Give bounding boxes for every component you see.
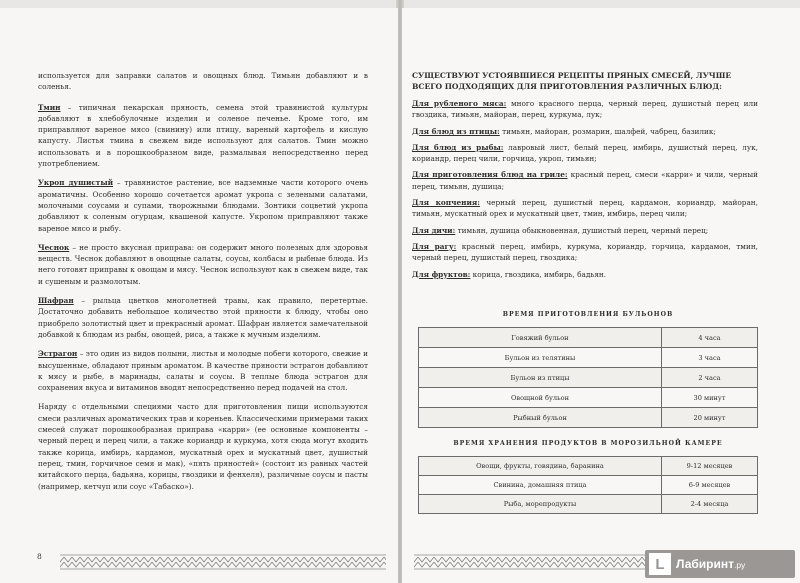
recipe-item [412,269,758,280]
recipe-text: тимьян, майоран, розмарин, шалфей, чабрец, базилик; [499,126,716,136]
table-cell: 9-12 месяцев [662,457,758,476]
term-ukrop: Укроп душистый [38,178,114,188]
right-page [402,8,800,583]
recipe-label: Для блюд из птицы: [412,126,500,136]
labirint-logo-icon: L [649,553,671,575]
recipe-label: Для приготовления блюд на гриле: [412,170,568,180]
recipe-text: много красного перца, черный перец, душистый перец или гвоздика, тимьян, майоран, перец, куркума, лук; [412,99,758,120]
table-cell: 30 минут [662,388,758,408]
recipe-item [412,169,758,192]
recipe-label: Для фруктов: [412,269,471,279]
table-row [419,476,758,495]
paragraph-mixes [38,401,368,491]
table-cell: 3 часа [662,348,758,368]
recipe-label: Для рубленого мяса: [412,99,507,108]
paragraph-chesnok [38,242,368,287]
page-number-left: 8 [37,552,42,561]
left-page-text [38,70,368,500]
broth-time-table-block [418,311,758,428]
broth-time-table [418,327,758,428]
paragraph-ukrop [38,177,368,233]
table-row [419,457,758,476]
paragraph-text: – это один из видов полыни, листья и молодые побеги которого, свежие и высушенные, обладают пряным ароматом. В качестве пряности эстрагон добавляют к мясу и рыбе, в маринады, салаты и соусы. В теплые блюда эстрагон для сохранения вкуса и витаминов вводят непосредственно перед подачей на стол. [38,349,368,393]
paragraph-text: используется для заправки салатов и овощных блюд. Тимьян добавляют и в соленья. [38,71,368,92]
logo-suffix: .ру [734,560,746,570]
table-cell: Бульон из птицы [419,368,662,388]
recipe-text: лавровый лист, белый перец, имбирь, душистый перец, лук, кориандр, перец чили, горчица, укроп, тимьян; [412,142,758,164]
table-row [419,388,758,408]
term-tmin: Тмин [38,102,61,112]
recipe-text: черный перец, душистый перец, кардамон, кориандр, майоран, тимьян, мускатный орех и мускатный цвет, тмин, имбирь, перец чили; [412,198,758,219]
left-page [0,8,398,583]
recipe-item [412,126,758,137]
recipe-text: красный перец, смеси «карри» и чили, черный перец, тимьян, душица; [412,170,758,191]
table-row [419,495,758,514]
recipe-label: Для дичи: [412,225,456,235]
term-estragon: Эстрагон [38,349,78,359]
paragraph-text: – травянистое растение, все надземные части которого очень ароматичны. Особенно хорошо сочетается аромат укропа с зелеными салатами, молочными соусами и супами, творожными блюдами. Зонтики соцветий укропа добавляют к соленым огурцам, квашеной капусте. Укропом приправляют также вареное мясо и рыбу. [38,178,368,233]
table-row [419,328,758,348]
table-row [419,368,758,388]
term-chesnok: Чеснок [38,242,70,252]
table-cell: 2 часа [662,368,758,388]
recipe-label: Для рагу: [412,241,457,251]
broth-table-title: ВРЕМЯ ПРИГОТОВЛЕНИЯ БУЛЬОНОВ [502,311,674,318]
table-cell: 6-9 месяцев [662,476,758,495]
paragraph-tmin [38,102,368,170]
paragraph-estragon [38,348,368,393]
labirint-logo-text [676,557,745,571]
paragraph-text: – типичная пекарская пряность, семена этой травянистой культуры добавляют в хлебобулочные изделия и соленое печенье. Кроме того, им приправляют вареное мясо (свинину) или птицу, вареный картофель и кислую капусту. Листья тмина в свежем виде используют для салатов. Тмин можно использовать и в порошкообразном виде, размалывая непосредственно перед употреблением. [38,102,368,169]
table-cell: Рыба, морепродукты [419,495,662,514]
recipe-item [412,197,758,220]
term-shafran: Шафран [38,296,74,306]
table-row [419,408,758,428]
recipe-label: Для блюд из рыбы: [412,142,504,152]
recipe-text: корица, гвоздика, имбирь, бадьян. [470,269,607,279]
table-cell: Говяжий бульон [419,328,662,348]
table-cell: 20 минут [662,408,758,428]
table-cell: Свинина, домашняя птица [419,476,662,495]
recipe-item [412,98,758,121]
paragraph-text: – не просто вкусная приправа: он содержит много полезных для здоровья веществ. Чеснок добавляют в овощные салаты, соусы, колбасы и рыбные блюда. Из него готовят приправы к овощам и мясу. Чеснок используют как в свежем виде, так и сушеным и размолотым. [38,242,368,286]
recipe-item [412,142,758,165]
decorative-border-left [0,553,398,571]
table-cell: Рыбный бульон [419,408,662,428]
recipe-item [412,225,758,236]
recipe-item [412,241,758,264]
paragraph-text: Наряду с отдельными специями часто для приготовления пищи используются смеси различных ароматических трав и кореньев. Классическими примерами таких смесей служат порошкообразная приправа «карри» (ее основные компоненты – черный перец и перец чили, а также кориандр и куркума, хотя сюда могут входить также корица, имбирь, кардамон, мускатный орех и мускатный цвет, душистый перец, тмин, горчичное семя и мак), «пять пряностей» (состоит из равных частей китайского перца, бадьяна, корицы, гвоздики и фенхеля), различные соусы и пасты (например, кетчуп или соус «Табаско»). [38,402,368,491]
table-cell: 4 часа [662,328,758,348]
freezer-storage-table [418,456,758,514]
table-row [419,348,758,368]
recipe-text: тимьян, душица обыкновенная, душистый перец, черный перец; [455,225,709,235]
freezer-storage-table-block [418,440,758,514]
paragraph [38,70,368,93]
recipe-text: красный перец, имбирь, куркума, кориандр, горчица, кардамон, тмин, черный перец, душистый перец, гвоздика; [412,241,759,263]
logo-text: Лабиринт [676,557,735,571]
table-cell: 2-4 месяца [662,495,758,514]
table-cell: Овощи, фрукты, говядина, баранина [419,457,662,476]
recipes-heading: СУЩЕСТВУЮТ УСТОЯВШИЕСЯ РЕЦЕПТЫ ПРЯНЫХ СМЕСЕЙ, ЛУЧШЕ ВСЕГО ПОДХОДЯЩИХ ДЛЯ ПРИГОТОВЛЕНИЯ РАЗЛИЧНЫХ БЛЮД: [412,71,732,91]
right-page-text [412,70,758,285]
freezer-table-title: ВРЕМЯ ХРАНЕНИЯ ПРОДУКТОВ В МОРОЗИЛЬНОЙ КАМЕРЕ [453,440,723,447]
table-cell: Бульон из телятины [419,348,662,368]
paragraph-shafran [38,295,368,340]
table-cell: Овощной бульон [419,388,662,408]
paragraph-text: – рыльца цветков многолетней травы, как правило, перетертые. Достаточно добавить небольшое количество этой пряности к блюду, чтобы оно приобрело золотистый цвет и прекрасный аромат. Шафран является замечательной добавкой к блюдам из рыбы, овощей, риса, а также к мучным изделиям. [38,296,368,339]
labirint-watermark-logo [645,550,795,578]
recipe-label: Для копчения: [412,198,480,208]
